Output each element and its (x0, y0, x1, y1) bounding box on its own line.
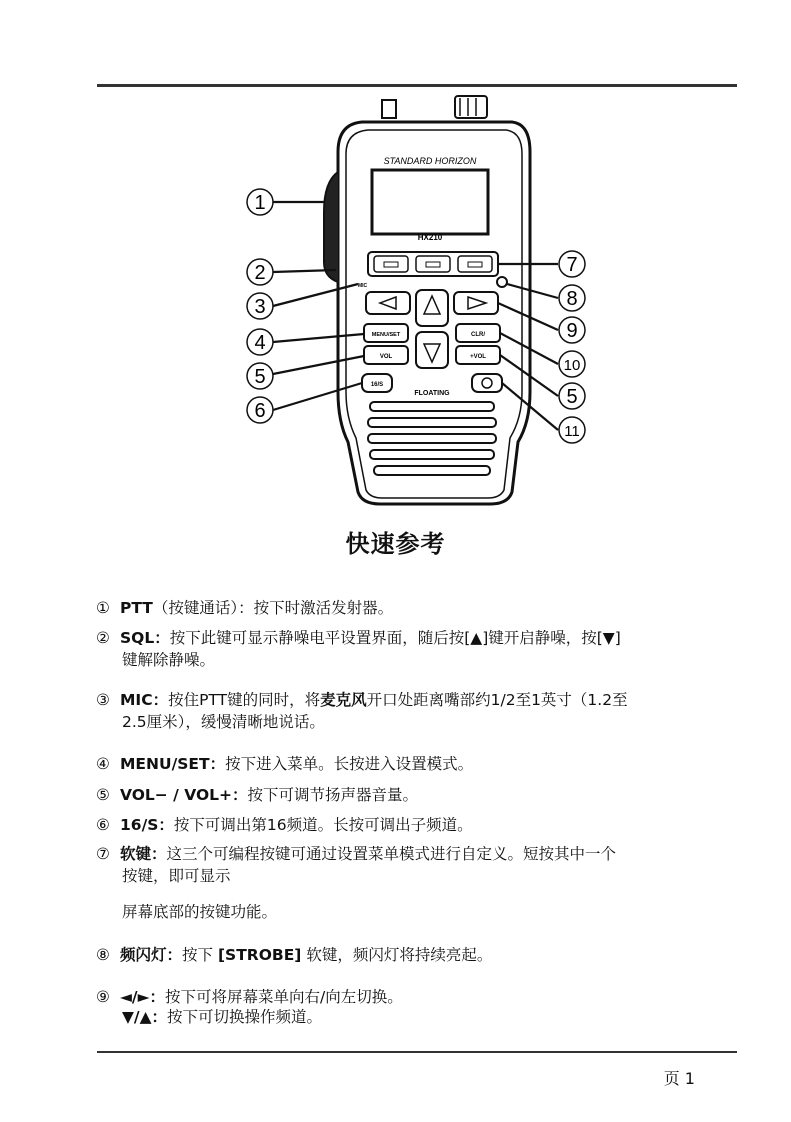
vol-minus-label: VOL (379, 354, 393, 360)
brand-text: STANDARD HORIZON (383, 156, 477, 166)
callout-4: 4 (254, 332, 266, 354)
list-item: ① PTT（按键通话）：按下时激活发射器。 (96, 599, 394, 617)
callout-7: 7 (566, 254, 578, 276)
list-item: ⑥ 16/S：按下可调出第16频道。长按可调出子频道。 (96, 816, 473, 834)
page-number: 页 1 (663, 1069, 695, 1088)
list-item: ④ MENU/SET：按下进入菜单。长按进入设置模式。 (96, 755, 474, 773)
model-text: HX210 (417, 233, 443, 242)
vol-plus-label: +VOL (470, 354, 486, 360)
callout-2: 2 (254, 262, 266, 284)
list-item: ⑧ 频闪灯：按下 [STROBE] 软键，频闪灯将持续亮起。 (96, 946, 493, 964)
top-rule (97, 84, 737, 87)
list-item: ⑨ ◄/►：按下可将屏幕菜单向右/向左切换。 ▼/▲：按下可切换操作频道。 (96, 988, 403, 1026)
strobe-light-shape (497, 277, 507, 287)
menu-set-label: MENU/SET (371, 332, 401, 338)
callout-9: 9 (566, 320, 578, 342)
floating-label: FLOATING (414, 390, 450, 397)
callout-3: 3 (254, 296, 266, 318)
display-screen (372, 170, 488, 234)
ch16-label: 16/S (370, 382, 384, 388)
callout-6: 6 (254, 400, 266, 422)
page-title: 快速参考 (345, 530, 446, 558)
callout-5-left: 5 (254, 366, 266, 388)
mic-label: MIC (358, 283, 368, 289)
list-item: ⑤ VOL− / VOL+：按下可调节扬声器音量。 (96, 786, 419, 804)
callout-11: 11 (564, 423, 580, 440)
radio-illustration (240, 92, 600, 512)
callout-1: 1 (254, 192, 266, 214)
antenna-knob (382, 96, 487, 118)
ptt-button-shape (324, 172, 338, 282)
list-item: ② SQL：按下此键可显示静噪电平设置界面，随后按[▲]键开启静噪，按[▼] 键解除静噪。 (96, 629, 621, 669)
list-item: ⑦ 软键：这三个可编程按键可通过设置菜单模式进行自定义。短按其中一个 按键，即可显示 屏幕底部的按键功能。 (96, 845, 617, 921)
soft-keys (368, 252, 498, 276)
callout-5-right: 5 (566, 386, 578, 408)
callout-8: 8 (566, 288, 578, 310)
clr-label: CLR/ (471, 332, 485, 338)
bottom-rule (97, 1051, 737, 1053)
callout-10: 10 (563, 357, 581, 374)
list-item: ③ MIC：按住PTT键的同时，将麦克风开口处距离嘴部约1/2至1英寸（1.2至 2.5厘米），缓慢清晰地说话。 (96, 691, 628, 731)
